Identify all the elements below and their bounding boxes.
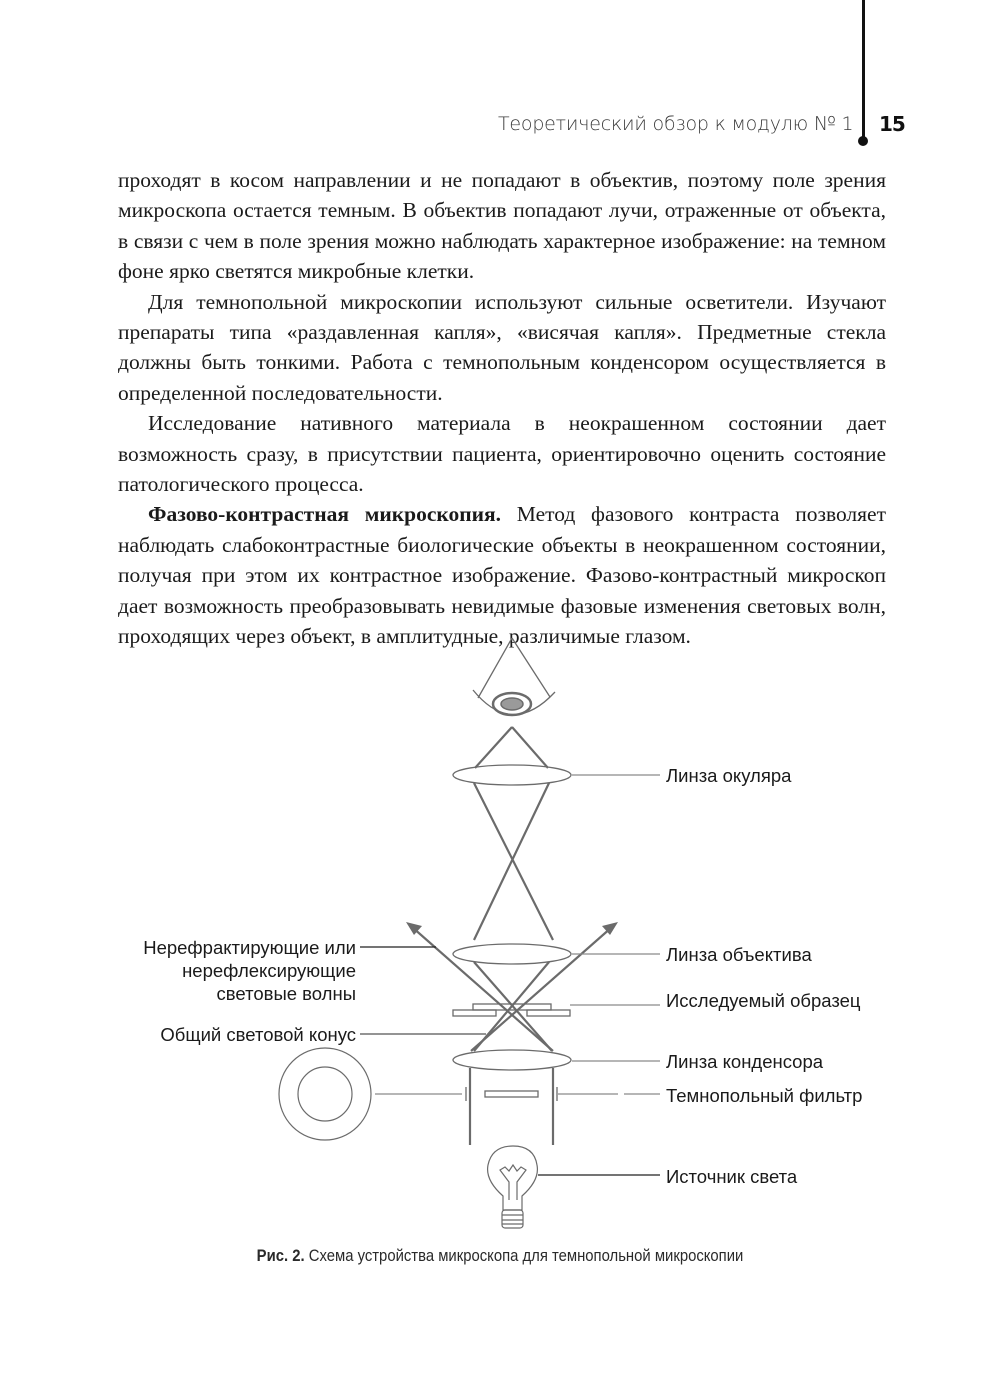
eyepiece-lens [453,765,571,785]
darkfield-microscope-diagram [0,620,1000,1240]
label-line: Нерефрактирующие или [143,937,356,958]
paragraph-text: Метод фазового контраста позволяет наблюдать слабоконтрастные биологические объекты в неокрашенном состоянии, получая при этом их контрастное изображение. Фазово-контрастный микроскоп дает возможность преобразовывать невидимые фазовые изменения световых волн, проходящих через объект, в амплитудные, различимые глазом. [118,502,886,649]
diagram-svg [0,620,1000,1240]
header-rule-dot [858,136,868,146]
darkfield-filter [485,1091,538,1097]
paragraph: проходят в косом направлении и не попадают в объектив, поэтому поле зрения микроскопа остается темным. В объектив попадают лучи, отраженные от объекта, в связи с чем в поле зрения можно наблюдать характерное изображение: на темном фоне ярко светятся микробные клетки. [118,168,886,284]
light-bulb-icon [488,1146,538,1228]
label-darkfield-filter: Темнопольный фильтр [666,1085,863,1106]
label-condenser-lens: Линза конденсора [666,1051,824,1072]
label-light-cone: Общий световой конус [160,1024,356,1045]
label-nonrefracted-waves [100,936,356,1005]
section-heading-phase-contrast: Фазово-контрастная микроскопия. [148,502,502,527]
figure-caption-text: Схема устройства микроскопа для темнопольной микроскопии [304,1247,744,1265]
label-line: световые волны [216,983,356,1004]
objective-lens [453,944,571,964]
running-title: Теоретический обзор к модулю № 1 [498,113,854,135]
paragraph: Для темнопольной микроскопии используют сильные осветители. Изучают препараты типа «раздавленная капля», «висячая капля». Предметные стекла должны быть тонкими. Работа с темнопольным конденсором осуществляется в определенной последовательности. [118,289,886,405]
page-number: 15 [879,112,905,136]
darkfield-ring-icon [279,1048,371,1140]
condenser-lens [453,1050,571,1070]
label-light-source: Источник света [666,1166,798,1187]
label-specimen: Исследуемый образец [666,990,861,1011]
eye-icon [473,638,555,715]
figure-number: Рис. 2. [256,1247,305,1265]
figure-caption [50,1247,950,1266]
label-objective-lens: Линза объектива [666,944,812,965]
paragraph: Исследование нативного материала в неокрашенном состоянии дает возможность сразу, в присутствии пациента, ориентировочно оценить состояние патологического процесса. [118,411,886,497]
header-vertical-rule [862,0,865,140]
label-eyepiece-lens: Линза окуляра [666,765,792,786]
label-line: нерефлексирующие [182,960,356,981]
body-text [118,165,886,652]
